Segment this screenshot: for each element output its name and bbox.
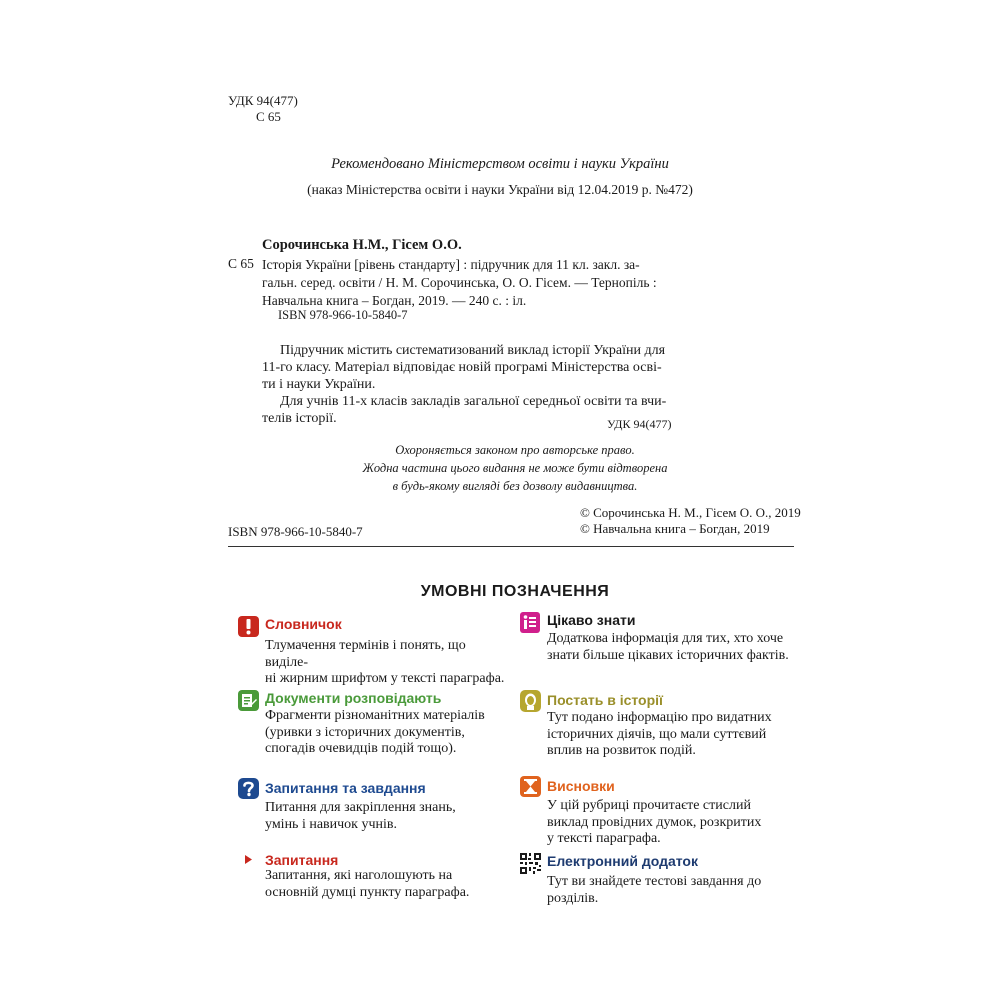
ministry-recommendation: Рекомендовано Міністерством освіти і науки України [331,156,669,172]
bibliographic-description [262,256,680,310]
biblio-line: Навчальна книга – Богдан, 2019. — 240 с. : іл. [262,293,527,308]
biblio-line: гальн. серед. освіти / Н. М. Сорочинська, О. О. Гісем. — Тернопіль : [262,275,657,290]
legend-item-description [265,868,510,901]
question-icon [238,778,259,804]
biblio-line: Історія України [рівень стандарту] : підручник для 11 кл. закл. за- [262,257,640,272]
description-line: Додаткова інформація для тих, хто хоче [547,631,784,646]
legend-item-description [547,874,792,907]
biblio-library-code: С 65 [228,256,254,271]
document-icon [238,690,259,716]
description-line: основній думці пункту параграфа. [265,884,470,900]
annotation-line: телів історії. [262,411,337,426]
annotation-line: Для учнів 11-х класів закладів загальної середньої освіти та вчи- [280,394,667,409]
triangle-marker-icon [238,852,259,873]
description-line: Тут подано інформацію про видатних [547,710,772,725]
description-line: (уривки з історичних документів, [265,724,465,740]
description-line: розділів. [547,890,599,906]
description-line: Запитання, які наголошують на [265,868,453,883]
description-line: У цій рубриці прочитаєте стислий [547,798,751,813]
annotation-paragraph [262,342,680,393]
description-line: виклад провідних думок, розкритих [547,814,762,830]
legend-item-title: Постать в історії [547,692,663,708]
copyright-holders [580,505,801,537]
description-line: ні жирним шрифтом у тексті параграфа. [265,671,505,686]
description-line: вплив на розвиток подій. [547,743,696,758]
authors: Сорочинська Н.М., Гісем О.О. [262,237,462,253]
copyright-notice-line: Жодна частина цього видання не може бути відтворена [362,461,668,475]
isbn-bottom: ISBN 978-966-10-5840-7 [228,524,363,539]
annotation [262,342,680,427]
legend-title: УМОВНІ ПОЗНАЧЕННЯ [420,583,610,600]
annotation-line: Підручник містить систематизований виклад історії України для [280,343,666,358]
legend-item-description [265,800,510,833]
copyright-notice-line: в будь-якому вигляді без дозволу видавництва. [392,479,638,493]
biblio-isbn: ISBN 978-966-10-5840-7 [278,308,408,322]
person-icon [520,690,541,717]
legend-item-description [265,708,510,758]
copyright-notice-line: Охороняється законом про авторське право. [395,443,635,457]
description-line: знати більше цікавих історичних фактів. [547,647,789,663]
legend-item-title: Запитання та завдання [265,780,426,796]
legend-item-title: Цікаво знати [547,612,636,628]
legend-item-title: Електронний додаток [547,853,698,869]
hourglass-icon [520,776,541,802]
description-line: умінь і навичок учнів. [265,816,398,832]
copyright-notice [0,441,1000,495]
legend-item-title: Документи розповідають [265,690,442,706]
description-line: спогадів очевидців подій тощо). [265,741,457,756]
udk-code: УДК 94(477) [228,93,298,108]
copyright-authors: © Сорочинська Н. М., Гісем О. О., 2019 [580,505,801,520]
description-line: Тут ви знайдете тестові завдання до [547,874,762,889]
annotation-udk: УДК 94(477) [607,417,672,431]
legend-item-description [547,710,792,760]
exclamation-icon [238,616,259,642]
description-line: Тлумачення термінів і понять, що виділе- [265,638,466,670]
legend-item-description [265,638,510,688]
qr-code-icon [520,853,541,879]
divider [228,546,794,547]
legend-item-title: Словничок [265,616,342,632]
legend-item-title: Запитання [265,852,339,868]
description-line: Фрагменти різноманітних матеріалів [265,708,485,723]
annotation-line: 11-го класу. Матеріал відповідає новій програмі Міністерства осві- [262,360,662,375]
description-line: у тексті параграфа. [547,831,661,846]
description-line: Питання для закріплення знань, [265,800,456,815]
copyright-publisher: © Навчальна книга – Богдан, 2019 [580,521,770,536]
library-code: С 65 [256,109,281,124]
ministry-order: (наказ Міністерства освіти і науки України від 12.04.2019 р. №472) [307,182,693,197]
annotation-line: ти і науки України. [262,377,376,392]
legend-item-description [547,798,792,848]
description-line: історичних діячів, що мали суттєвий [547,726,767,742]
udk-code-block [228,93,298,125]
legend-item-title: Висновки [547,778,615,794]
info-icon [520,612,540,638]
legend-item-description [547,631,792,664]
